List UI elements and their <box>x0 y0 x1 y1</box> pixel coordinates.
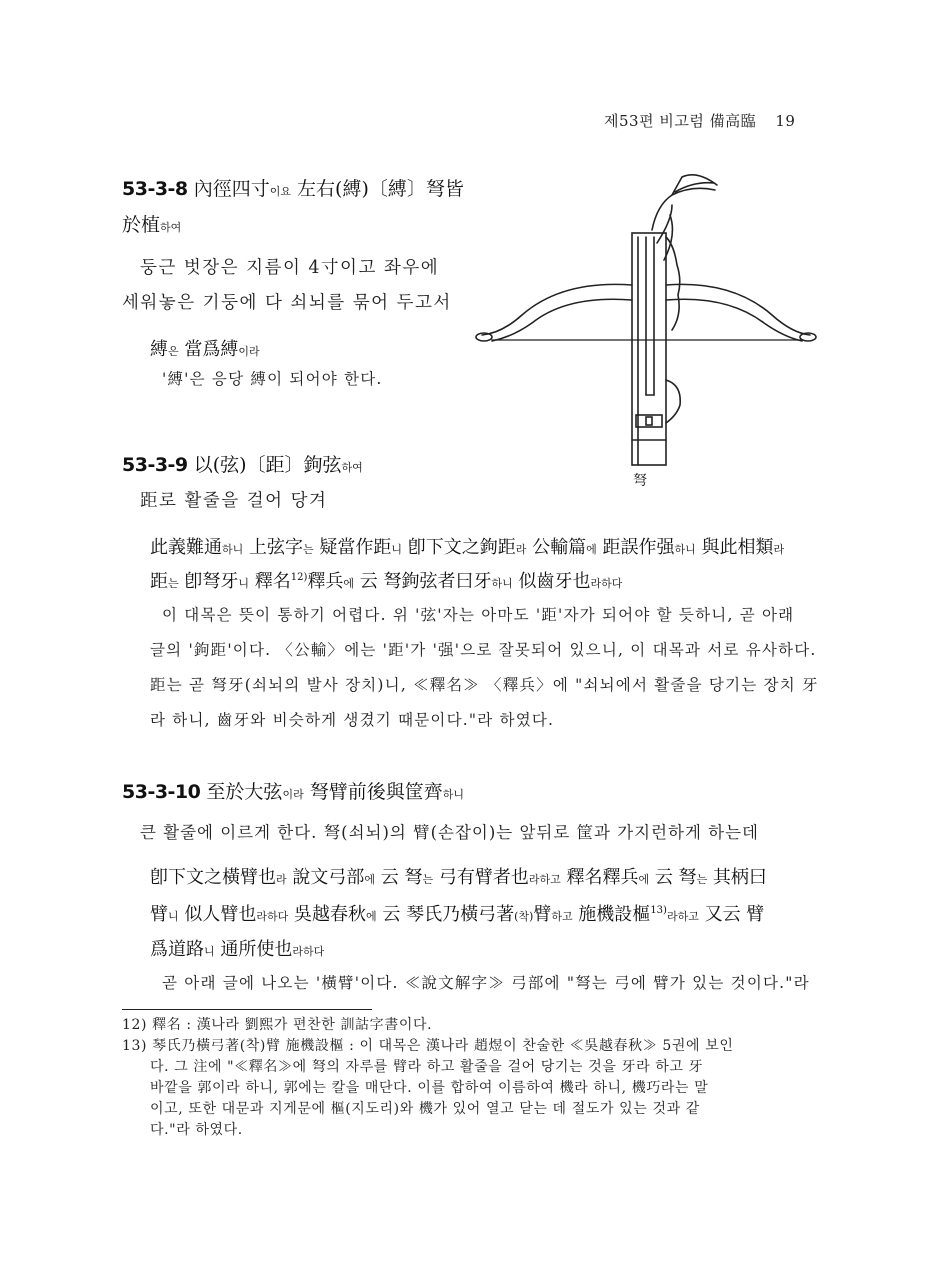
footnote-13 <box>122 1036 733 1057</box>
running-title: 제53편 비고럼 備高臨 <box>604 112 757 130</box>
commentary-translation-line: 글의 '鉤距'이다. 〈公輸〉에는 '距'가 '强'으로 잘못되어 있으니, 이 대목과 서로 유사하다. <box>150 641 817 659</box>
particle: 라하다 <box>256 910 289 923</box>
note-particle: 이라 <box>238 345 260 358</box>
hanmun-text: 其柄曰 <box>707 867 767 888</box>
particle: 에 <box>364 873 376 886</box>
commentary-hanmun-line <box>150 935 324 961</box>
particle: 는 <box>168 577 179 590</box>
hanmun-text: 卽弩牙 <box>178 571 239 592</box>
particle: 에 <box>586 543 597 556</box>
hanmun-text: 說文弓部 <box>286 867 365 888</box>
particle: 라 <box>515 543 527 556</box>
particle: 하니 <box>491 577 513 590</box>
footnote-ref: 13) <box>650 905 667 916</box>
translation-line: 큰 활줄에 이르게 한다. 弩(쇠뇌)의 臂(손잡이)는 앞뒤로 筐과 가지런하게 하는데 <box>140 823 759 842</box>
hanmun-text: 卽下文之橫臂也 <box>150 867 276 888</box>
footnote-label: 12) <box>122 1017 148 1033</box>
particle: 에 <box>343 577 355 590</box>
hanmun-text: 弓有臂者也 <box>433 867 529 888</box>
hanmun-text: 釋兵 <box>307 571 344 592</box>
note-translation: '縛'은 응당 縛이 되어야 한다. <box>162 370 383 388</box>
particle: 라하고 <box>528 873 561 886</box>
section-number: 53-3-10 <box>122 781 201 803</box>
heading-han: 至於大弦 <box>206 781 283 803</box>
footnote-text: 琴氏乃橫弓著(착)臂 施機設樞 : 이 대목은 漢나라 趙煜이 찬술한 ≪吳越春秋≫ 5권에 보인 <box>152 1038 734 1054</box>
footnote-text: 다. 그 注에 "≪釋名≫에 弩의 자루를 臂라 하고 활줄을 걸어 당기는 것을 牙라 하고 牙 <box>150 1059 704 1075</box>
hanmun-text: 似齒牙也 <box>512 571 591 592</box>
footnote-ref: 12) <box>290 572 308 583</box>
note-hanmun <box>150 335 260 361</box>
particle: 에 <box>366 910 377 923</box>
hanmun-text: 似人臂也 <box>178 904 257 925</box>
translation-line: 둥근 벗장은 지름이 4寸이고 좌우에 <box>140 258 440 278</box>
particle: 는 <box>696 873 708 886</box>
particle: (착) <box>514 910 534 923</box>
hanmun-text: 爲道路 <box>150 939 204 960</box>
hanmun-text: 卽下文之鉤距 <box>402 537 516 558</box>
heading-han: 於植 <box>122 214 161 236</box>
running-header <box>604 110 795 131</box>
particle: 니 <box>168 910 179 923</box>
hanmun-text: 吳越春秋 <box>288 904 366 925</box>
section-heading-53-3-8 <box>122 174 464 201</box>
hanmun-text: 距誤作强 <box>596 537 675 558</box>
heading-han: 弩臂前後與筐齊 <box>309 781 443 803</box>
commentary-translation-line: 곧 아래 글에 나오는 '橫臂'이다. ≪說文解字≫ 弓部에 "弩는 弓에 臂가 있는 것이다."라 <box>162 974 810 992</box>
particle: 는 <box>422 873 434 886</box>
hanmun-text: 云 弩鉤弦者曰牙 <box>354 571 492 592</box>
particle: 라하다 <box>292 945 325 958</box>
commentary-translation-line: 距는 곧 弩牙(쇠뇌의 발사 장치)니, ≪釋名≫ 〈釋兵〉에 "쇠뇌에서 활줄을 당기는 장치 牙 <box>150 676 819 694</box>
hanmun-text: 此義難通 <box>150 537 222 558</box>
footnote-text: 이고, 또한 대문과 지게문에 樞(지도리)와 機가 있어 열고 닫는 데 절도가 있는 것과 같 <box>150 1101 700 1117</box>
commentary-hanmun-line <box>150 567 622 593</box>
section-heading-53-3-10 <box>122 777 464 804</box>
hanmun-text: 臂 <box>533 904 552 925</box>
heading-particle: 이요 <box>269 185 291 198</box>
heading-han: 以(弦)〔距〕鉤弦 <box>193 454 342 476</box>
commentary-translation-line: 이 대목은 뜻이 통하기 어렵다. 위 '弦'자는 아마도 '距'자가 되어야 할 듯하니, 곧 아래 <box>162 606 795 624</box>
particle: 라하고 <box>666 910 699 923</box>
note-han: 縛 <box>150 339 168 360</box>
footnote-text: 釋名 : 漢나라 劉熙가 편찬한 訓詁字書이다. <box>152 1017 433 1033</box>
footnote-text: 다."라 하였다. <box>150 1122 243 1138</box>
heading-particle: 하여 <box>160 221 182 234</box>
particle: 는 <box>303 543 314 556</box>
hanmun-text: 公輸篇 <box>526 537 587 558</box>
particle: 하니 <box>222 543 244 556</box>
heading-han: 內徑四寸 <box>193 178 270 200</box>
particle: 니 <box>391 543 403 556</box>
section-heading-53-3-8-cont <box>122 210 181 237</box>
footnote-label: 13) <box>122 1038 148 1054</box>
figure-caption: 弩 <box>633 473 647 489</box>
bow-right-limb <box>666 284 810 335</box>
footnote-text: 바깥을 郭이라 하니, 郭에는 칼을 매단다. 이를 합하여 이름하여 機라 하니, 機巧라는 말 <box>150 1080 709 1096</box>
hanmun-text: 施機設樞 <box>572 904 651 925</box>
translation-line: 세워놓은 기둥에 다 쇠뇌를 묶어 두고서 <box>122 293 452 313</box>
hanmun-text: 臂 <box>150 904 168 925</box>
hanmun-text: 云 弩 <box>375 867 423 888</box>
particle: 하니 <box>674 543 696 556</box>
particle: 라 <box>773 543 785 556</box>
particle: 라하다 <box>590 577 623 590</box>
hanmun-text: 又云 臂 <box>698 904 765 925</box>
crossbow-illustration <box>472 165 817 485</box>
heading-particle: 하여 <box>341 461 363 474</box>
hanmun-text: 釋名釋兵 <box>560 867 639 888</box>
footnote-rule <box>122 1009 372 1010</box>
particle: 하고 <box>551 910 573 923</box>
hanmun-text: 通所使也 <box>214 939 293 960</box>
hanmun-text: 距 <box>150 571 168 592</box>
particle: 니 <box>238 577 250 590</box>
hanmun-text: 與此相類 <box>695 537 774 558</box>
note-han: 當爲縛 <box>184 339 239 360</box>
particle: 라 <box>276 873 287 886</box>
hanmun-text: 疑當作距 <box>313 537 392 558</box>
hanmun-text: 釋名 <box>249 571 291 592</box>
section-number: 53-3-9 <box>122 454 188 476</box>
commentary-hanmun-line <box>150 900 764 926</box>
heading-han: 左右(縛)〔縛〕弩皆 <box>297 178 464 200</box>
stock <box>632 233 666 465</box>
hanmun-text: 云 弩 <box>649 867 697 888</box>
page-number: 19 <box>775 112 796 130</box>
commentary-hanmun-line <box>150 533 784 559</box>
heading-particle: 이라 <box>282 788 304 801</box>
section-heading-53-3-9 <box>122 450 363 477</box>
heading-particle: 하니 <box>442 788 465 801</box>
hanmun-text: 云 琴氏乃橫弓著 <box>376 904 515 925</box>
particle: 에 <box>638 873 650 886</box>
footnote-12 <box>122 1015 432 1036</box>
note-particle: 은 <box>168 345 179 358</box>
particle: 니 <box>204 945 215 958</box>
hanmun-text: 上弦字 <box>243 537 303 558</box>
commentary-translation-line: 라 하니, 齒牙와 비슷하게 생겼기 때문이다."라 하였다. <box>150 711 555 729</box>
commentary-hanmun-line <box>150 863 767 889</box>
bow-left-limb <box>482 284 632 335</box>
translation-line: 距로 활줄을 걸어 당겨 <box>140 491 328 511</box>
section-number: 53-3-8 <box>122 178 188 200</box>
